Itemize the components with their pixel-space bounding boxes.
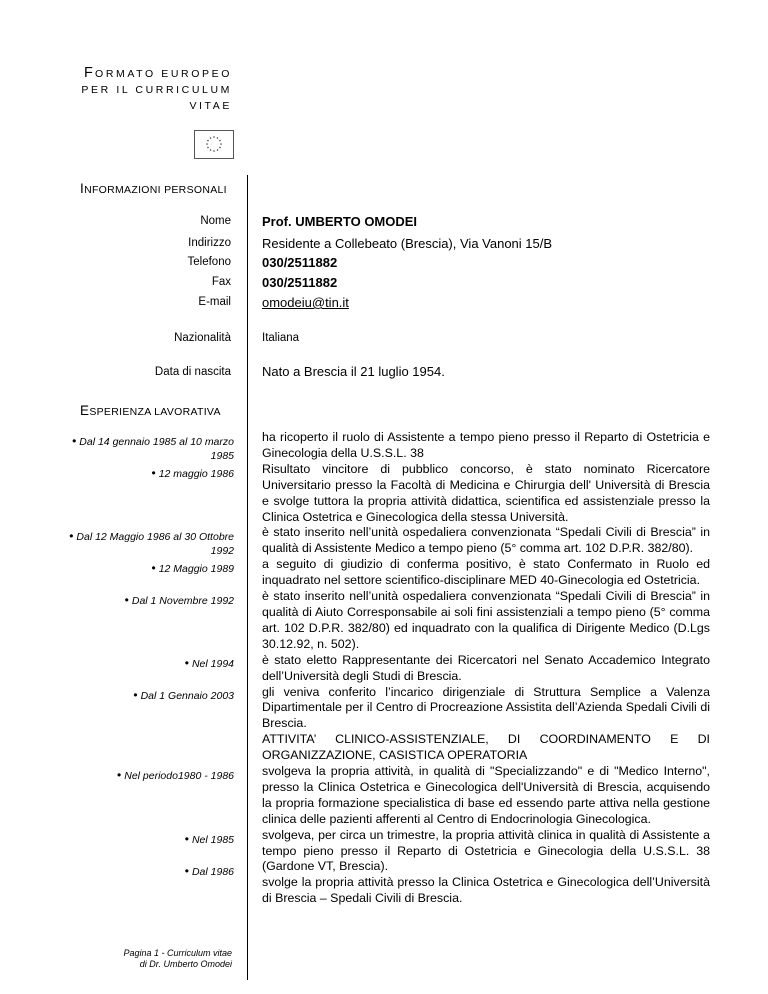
section-personal-info (80, 181, 227, 196)
experience-date: • Dal 14 gennaio 1985 al 10 marzo 1985 (72, 434, 234, 462)
value-data-nascita: Nato a Brescia il 21 luglio 1954. (262, 364, 445, 379)
paragraph-heading: ATTIVITA’ CLINICO-ASSISTENZIALE, DI COORDINAMENTO E DI (262, 732, 710, 747)
footer-line: Pagina 1 - Curriculum vitae (123, 948, 232, 958)
date-text: Nel 1985 (191, 834, 234, 846)
title-initial: F (83, 65, 96, 81)
title-line3: VITAE (189, 100, 232, 112)
date-text: Nel 1994 (191, 658, 234, 670)
page-footer (123, 948, 232, 970)
experience-date: • 12 Maggio 1989 (151, 561, 234, 575)
experience-date: • Nel 1985 (184, 832, 234, 846)
eu-flag-icon (194, 130, 234, 159)
paragraph: svolge la propria attività presso la Clinica Ostetrica e Ginecologica dell’Università di Brescia – Spedali Civili di Brescia. (262, 875, 710, 906)
title-line1: ORMATO EUROPEO (95, 68, 232, 80)
value-nome: Prof. UMBERTO OMODEI (262, 214, 418, 229)
paragraph-heading: ORGANIZZAZIONE, CASISTICA OPERATORIA (262, 748, 528, 763)
experience-description (262, 430, 710, 907)
label-telefono: Telefono (187, 256, 231, 268)
section-title: SPERIENZA LAVORATIVA (89, 406, 221, 418)
paragraph: ha ricoperto il ruolo di Assistente a tempo pieno presso il Reparto di Ostetricia e Ginecologia della U.S.S.L. 38 (262, 430, 710, 460)
label-email: E-mail (198, 296, 231, 308)
value-indirizzo: Residente a Collebeato (Brescia), Via Vanoni 15/B (262, 236, 553, 251)
paragraph: gli veniva conferito l’incarico dirigenziale di Struttura Semplice a Valenza Dipartimentale per il Centro di Procreazione Assistita dell’Azienda Spedali Civili di Brescia. (262, 684, 710, 731)
value-nazionalita: Italiana (262, 332, 300, 344)
label-indirizzo: Indirizzo (188, 237, 231, 249)
date-text: Dal 12 Maggio 1986 al 30 Ottobre 1992 (76, 531, 234, 557)
section-experience (80, 403, 221, 418)
experience-date: • Dal 1 Novembre 1992 (124, 593, 234, 607)
paragraph: Risultato vincitore di pubblico concorso, è stato nominato Ricercatore Universitario presso la Facoltà di Medicina e Chirurgia dell' Università di Brescia e svolge tuttora la propria attività didattica, scientifica ed assistenziale presso la Clinica Ostetrica e Ginecologica della stessa Università. (262, 461, 710, 524)
value-telefono: 030/2511882 (262, 255, 338, 270)
date-text: 12 Maggio 1989 (158, 563, 234, 575)
label-fax: Fax (211, 276, 231, 288)
paragraph: svolgeva, per circa un trimestre, la propria attività clinica in qualità di Assistente a tempo pieno presso il Reparto di Ostetricia e Ginecologia della U.S.S.L. 38 (Gardone VT, Brescia). (262, 827, 710, 874)
label-data-nascita: Data di nascita (154, 366, 231, 378)
label-nome: Nome (200, 215, 231, 227)
section-initial: E (80, 403, 90, 418)
date-text: Dal 1986 (191, 866, 234, 878)
date-text: Nel periodo1980 - 1986 (124, 770, 234, 782)
paragraph: è stato inserito nell’unità ospedaliera convenzionata “Spedali Civili di Brescia” in qualità di Assistente Medico a tempo pieno (5° comma art. 102 D.P.R. 382/80). (262, 525, 710, 556)
paragraph: svolgeva la propria attività, in qualità di "Specializzando" e di "Medico Interno", presso la Clinica Ostetrica e Ginecologica dell'Università di Brescia, acquisendo la propria formazione specialistica di base ed essendo parte attiva nella gestione clinica delle pazienti afferenti al Centro di Endocrinologia Ginecologica. (262, 764, 710, 826)
experience-date: • Nel 1994 (184, 656, 234, 670)
title-line2: PER IL CURRICULUM (81, 84, 232, 96)
section-title: NFORMAZIONI PERSONALI (84, 184, 227, 196)
document-title (81, 65, 232, 114)
date-text: Dal 1 Gennaio 2003 (140, 690, 234, 702)
experience-date: • Dal 1986 (184, 864, 234, 878)
paragraph: è stato eletto Rappresentante dei Ricercatori nel Senato Accademico Integrato dell’Università degli Studi di Brescia. (262, 652, 710, 683)
paragraph: a seguito di giudizio di conferma positivo, è stato Confermato in Ruolo ed inquadrato nel settore scientifico-disciplinare MED 40-Ginecologia ed Ostetricia. (262, 557, 710, 588)
date-text: 12 maggio 1986 (158, 468, 234, 480)
experience-date: • 12 maggio 1986 (151, 466, 234, 480)
label-nazionalita: Nazionalità (174, 332, 231, 344)
footer-line: di Dr. Umberto Omodei (139, 959, 232, 969)
email-link[interactable]: omodeiu@tin.it (262, 295, 349, 310)
experience-date: • Dal 1 Gennaio 2003 (133, 688, 234, 702)
paragraph: è stato inserito nell’unità ospedaliera convenzionata “Spedali Civili di Brescia” in qualità di Aiuto Corresponsabile ai soli fini assistenziali a tempo pieno (5° comma art. 102 D.P.R. 382/80) ed inquadrato con la qualifica di Dirigente Medico (D.Lgs 30.12.92, n. 502). (262, 589, 710, 651)
column-divider (247, 175, 248, 980)
experience-date: • Dal 12 Maggio 1986 al 30 Ottobre 1992 (69, 529, 234, 557)
section-initial: I (80, 181, 85, 196)
date-text: Dal 1 Novembre 1992 (131, 595, 234, 607)
experience-date: • Nel periodo1980 - 1986 (117, 768, 234, 782)
date-text: Dal 14 gennaio 1985 al 10 marzo 1985 (79, 436, 234, 462)
value-fax: 030/2511882 (262, 275, 338, 290)
